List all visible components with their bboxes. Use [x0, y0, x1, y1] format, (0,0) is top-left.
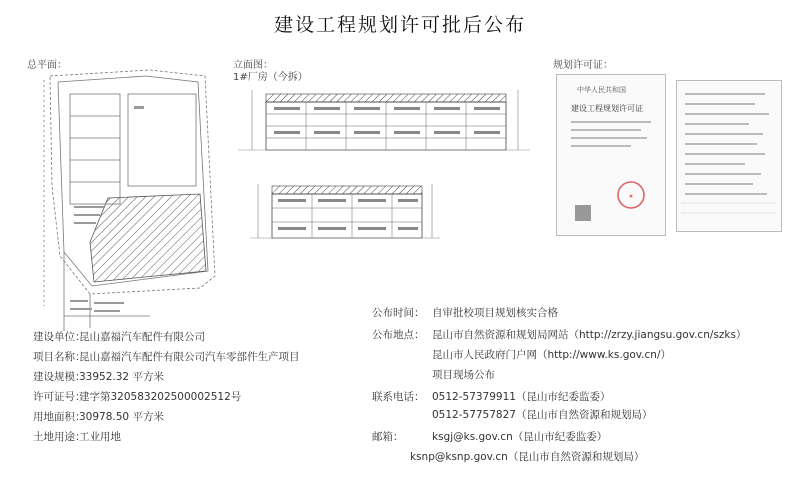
phone-1: 0512-57379911（昆山市纪委监委） [432, 391, 611, 403]
publication-time-key: 公布时间： [372, 307, 425, 319]
email-key: 邮箱： [372, 431, 404, 443]
publication-place-3: 项目现场公布 [432, 369, 495, 381]
scale-key: 建设规模： [33, 371, 86, 383]
land-area-key: 用地面积： [33, 411, 86, 423]
elevation-drawing-bottom [250, 180, 440, 248]
email-1[interactable]: ksgj@ks.gov.cn（昆山市纪委监委） [432, 431, 608, 443]
project-info-row [33, 410, 164, 425]
publication-place-key: 公布地点： [372, 329, 425, 341]
elevation-drawing-top [238, 80, 530, 160]
elevation-label: 立面图： [233, 60, 273, 71]
phone-key: 联系电话： [372, 391, 425, 403]
publication-time [372, 306, 558, 321]
project-name-key: 项目名称： [33, 351, 86, 363]
builder-value: 昆山嘉福汽车配件有限公司 [79, 331, 205, 343]
permit-certificate-front [556, 74, 666, 236]
project-info-row [33, 370, 164, 385]
permit-number-key: 许可证号： [33, 391, 86, 403]
permit-number-value: 建字第320583202500002512号 [79, 391, 242, 403]
project-info-row [33, 430, 121, 445]
permit-certificate-back [676, 80, 782, 232]
scale-value: 33952.32 平方米 [79, 371, 164, 383]
elevation-sublabel: 1#厂房（今拆） [233, 72, 308, 83]
certificate-name: 建设工程规划许可证 [571, 104, 643, 113]
publication-place-2[interactable]: 昆山市人民政府门户网（http://www.ks.gov.cn/） [432, 349, 671, 361]
svg-text:★: ★ [628, 193, 634, 200]
contact-email [372, 430, 607, 445]
publication-place-1[interactable]: 昆山市自然资源和规划局网站（http://zrzy.jiangsu.gov.cn/szks） [432, 329, 747, 341]
certificate-back-content [677, 81, 781, 231]
page-title: 建设工程规划许可批后公布 [273, 14, 526, 36]
project-name-value: 昆山嘉福汽车配件有限公司汽车零部件生产项目 [79, 351, 300, 363]
permit-image-label: 规划许可证： [553, 60, 613, 71]
builder-key: 建设单位： [33, 331, 86, 343]
contact-phone [372, 390, 610, 405]
certificate-front-content [557, 75, 665, 235]
project-info-row [33, 390, 241, 405]
site-plan-drawing [30, 66, 225, 334]
land-use-value: 工业用地 [79, 431, 121, 443]
project-info-row [33, 330, 205, 345]
publication-time-value: 自审批校项目规划核实合格 [432, 307, 558, 319]
land-area-value: 30978.50 平方米 [79, 411, 164, 423]
publication-place [372, 328, 746, 343]
certificate-header: 中华人民共和国 [577, 86, 626, 94]
project-info-row [33, 350, 300, 365]
email-2[interactable]: ksnp@ksnp.gov.cn（昆山市自然资源和规划局） [410, 451, 645, 463]
land-use-key: 土地用途： [33, 431, 86, 443]
site-plan-label: 总平面： [27, 60, 67, 71]
phone-2: 0512-57757827（昆山市自然资源和规划局） [432, 409, 653, 421]
